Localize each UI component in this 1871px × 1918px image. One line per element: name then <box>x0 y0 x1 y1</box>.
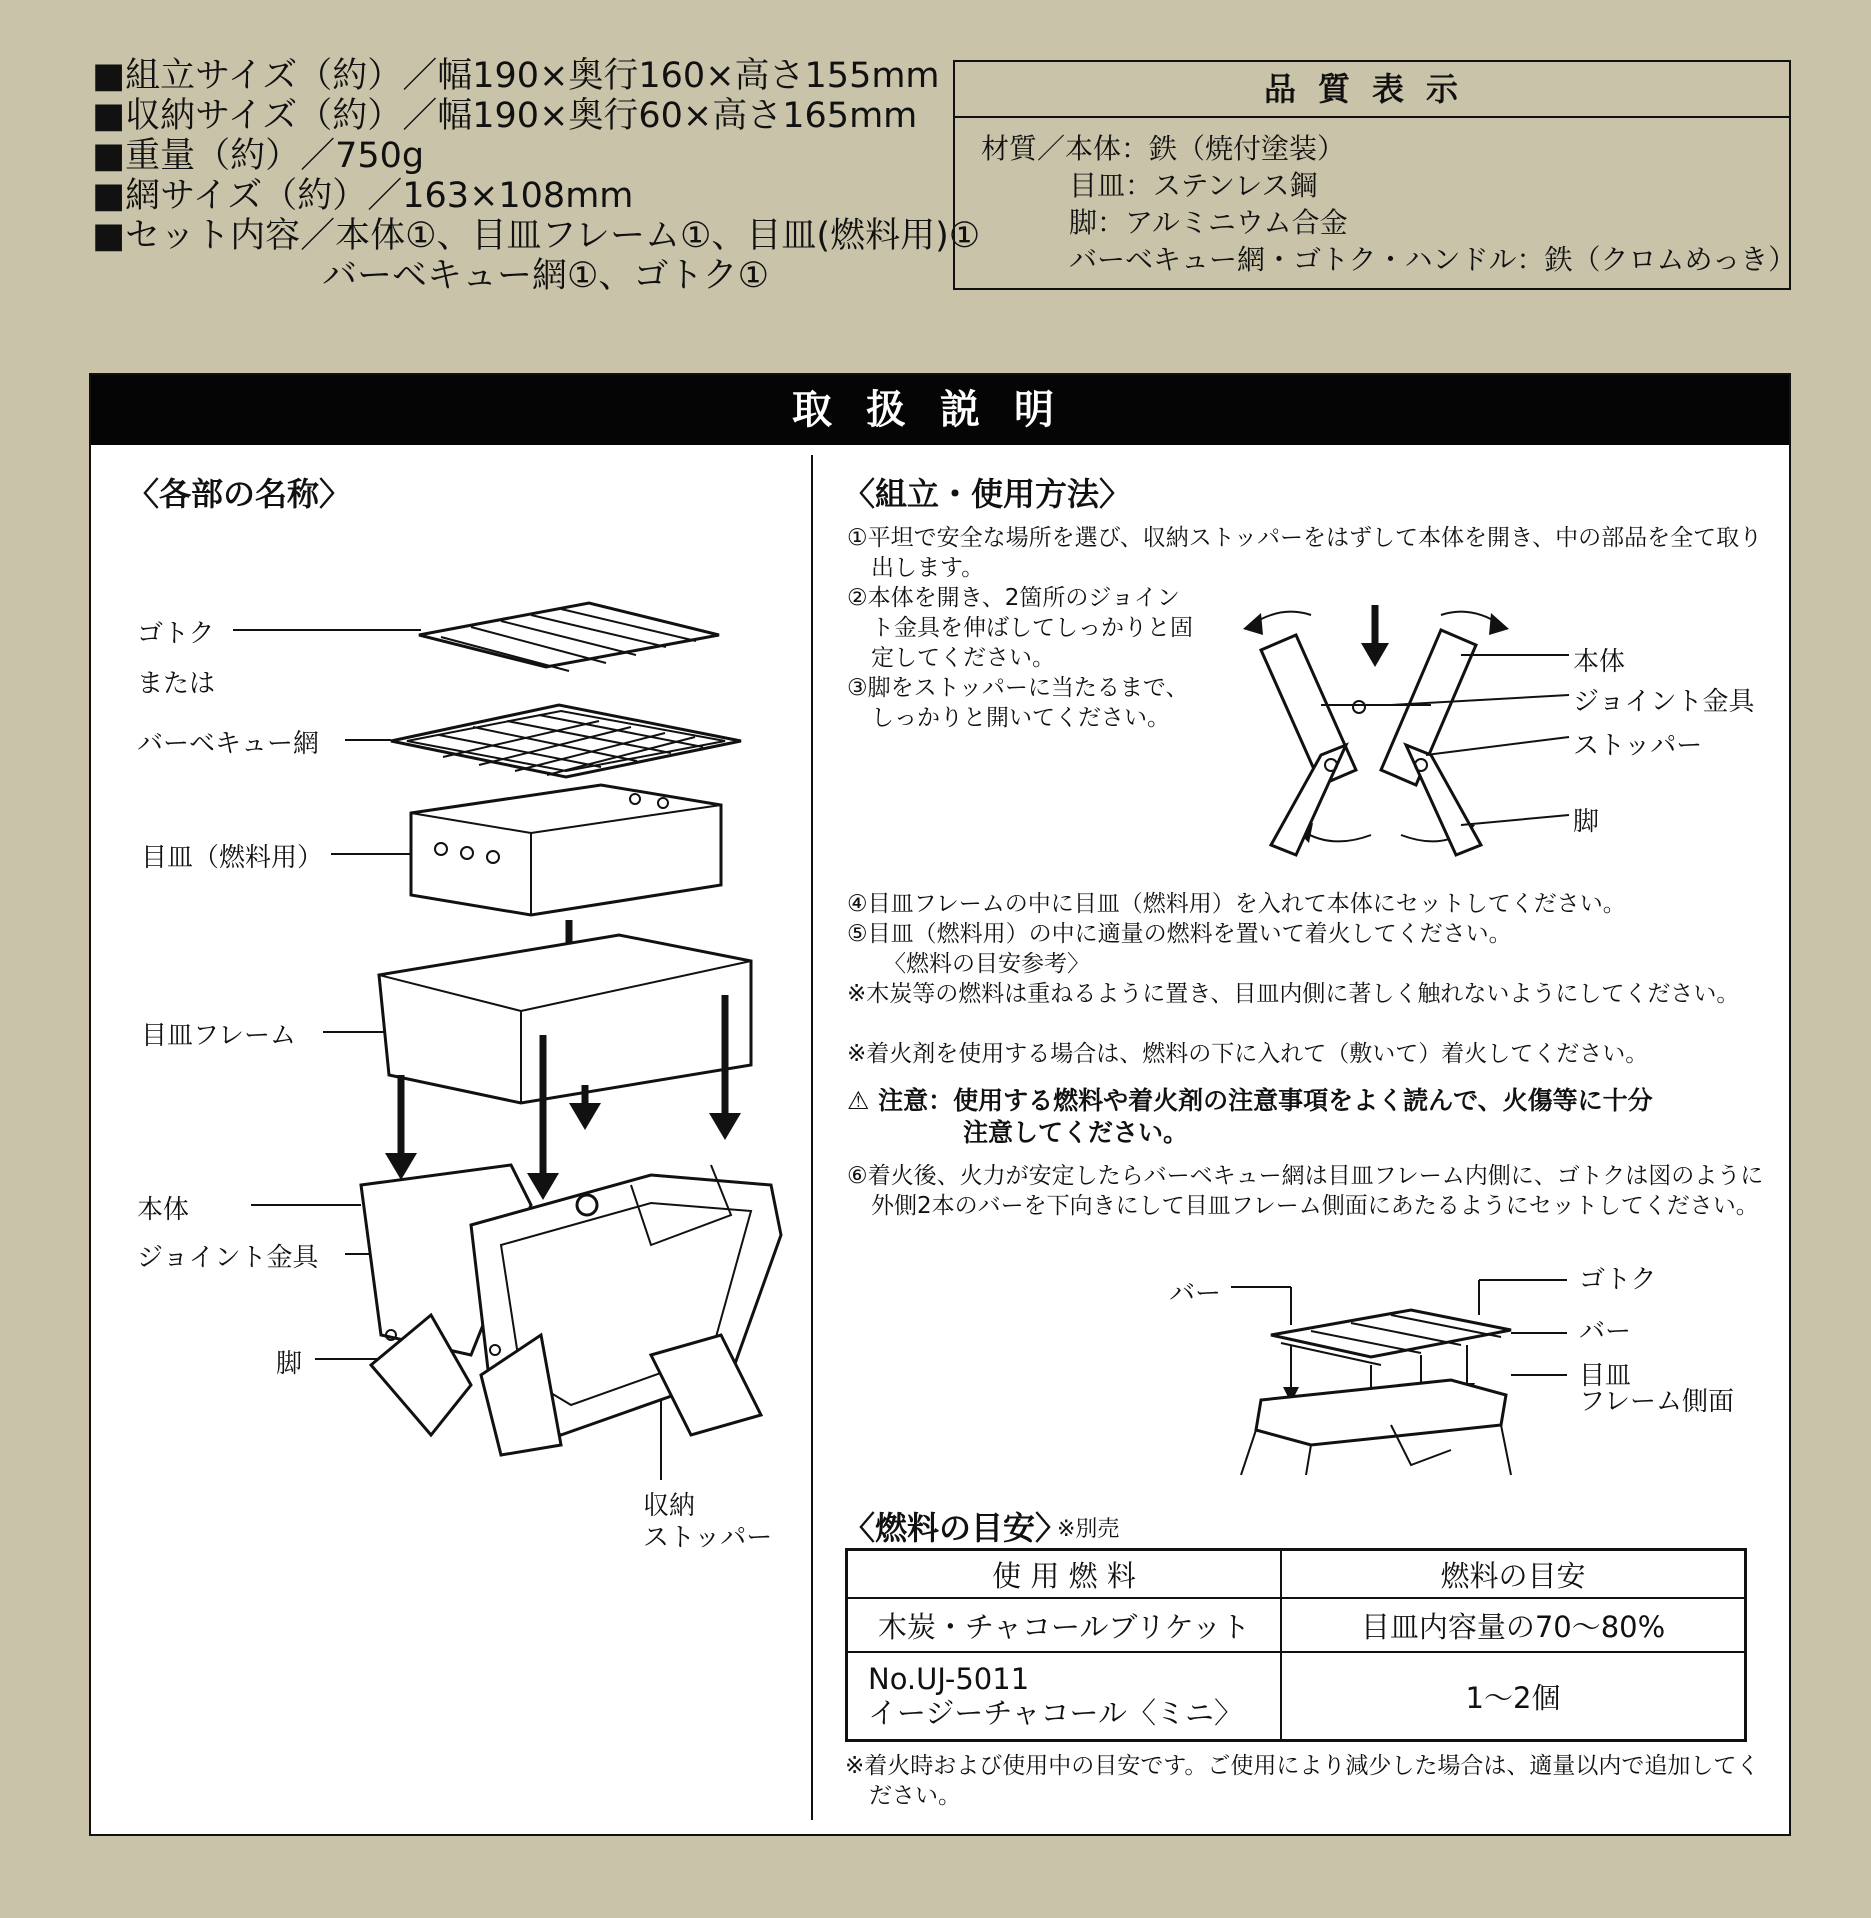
opening-diagram <box>1231 575 1571 865</box>
fuel-model-number: No.UJ-5011 <box>868 1662 1030 1696</box>
material-net: バーベキュー網・ゴトク・ハンドル：鉄（クロムめっき） <box>1069 243 1797 276</box>
fig1-label-stopper: ストッパー <box>1573 731 1703 761</box>
fig2-label-frame-1: 目皿 <box>1579 1361 1632 1391</box>
table-row <box>847 1652 1746 1741</box>
step-3-line-1: ③脚をストッパーに当たるまで、 <box>847 675 1189 701</box>
assembly-title: 〈組立・使用方法〉 <box>843 475 1132 513</box>
amount-cell-charcoal: 目皿内容量の70〜80% <box>1281 1598 1746 1652</box>
gotoku-setting-diagram <box>1211 1265 1579 1475</box>
parts-title: 〈各部の名称〉 <box>127 475 352 513</box>
fig2-label-bar-left: バー <box>1169 1279 1222 1309</box>
step-6: ⑥着火後、火力が安定したらバーベキュー網は目皿フレーム内側に、ゴトクは図のように外側2本のバーを下向きにして目皿フレーム側面にあたるようにセットしてください。 <box>847 1163 1764 1219</box>
step-2-line-3: 定してください。 <box>871 645 1055 671</box>
fig2-label-bar-right: バー <box>1579 1317 1632 1347</box>
fig1-label-body: 本体 <box>1573 647 1626 677</box>
spec-set-contents-cont: バーベキュー網①、ゴトク① <box>322 256 770 296</box>
step-5-ref: 〈燃料の目安参考〉 <box>883 951 1090 977</box>
material-pan: 目皿：ステンレス鋼 <box>1069 169 1318 202</box>
step-1: ①平坦で安全な場所を選び、収納ストッパーをはずして本体を開き、中の部品を全て取り出します。 <box>847 525 1763 581</box>
fuel-title: 〈燃料の目安〉 <box>843 1509 1068 1547</box>
material-leg: 脚：アルミニウム合金 <box>1069 206 1348 239</box>
fuel-table-header-row <box>847 1550 1746 1599</box>
step-5: ⑤目皿（燃料用）の中に適量の燃料を置いて着火してください。 <box>847 921 1512 947</box>
instruction-panel <box>89 373 1791 1836</box>
label-or: または <box>137 669 216 699</box>
warning-line-1: ⚠ 注意：使用する燃料や着火剤の注意事項をよく読んで、火傷等に十分 <box>847 1086 1653 1115</box>
spec-net-size: ■網サイズ（約）／163×108mm <box>92 176 634 216</box>
spec-weight: ■重量（約）／750g <box>92 136 425 176</box>
spec-stored-size: ■収納サイズ（約）／幅190×奥行60×高さ165mm <box>92 96 918 136</box>
fuel-table <box>845 1548 1747 1742</box>
fuel-header-fuel: 使 用 燃 料 <box>847 1550 1282 1599</box>
label-leg: 脚 <box>276 1349 303 1379</box>
material-body: 材質／本体：鉄（焼付塗装） <box>981 132 1346 165</box>
fuel-cell-charcoal: 木炭・チャコールブリケット <box>847 1598 1282 1652</box>
fuel-cell-easy-charcoal <box>847 1652 1282 1741</box>
label-fuel-pan: 目皿（燃料用） <box>141 843 324 873</box>
pan-frame <box>379 935 751 1103</box>
fuel-product-name: イージーチャコール〈ミニ〉 <box>868 1696 1243 1730</box>
step-2-line-2: ト金具を伸ばしてしっかりと固 <box>871 615 1193 641</box>
fig2-label-gotoku: ゴトク <box>1579 1265 1657 1295</box>
note-fire-starter: ※着火剤を使用する場合は、燃料の下に入れて（敷いて）着火してください。 <box>847 1041 1649 1067</box>
warning-line-2: 注意してください。 <box>963 1118 1189 1147</box>
label-stopper-1: 収納 <box>643 1491 696 1521</box>
manual-title: 取扱説明 <box>91 375 1789 445</box>
spec-list <box>92 56 981 296</box>
fuel-pan <box>411 785 721 915</box>
fuel-footnote: ※着火時および使用中の目安です。ご使用により減少した場合は、適量以内で追加してください。 <box>845 1753 1760 1809</box>
step-3 <box>847 673 1251 733</box>
spec-set-contents: ■セット内容／本体①、目皿フレーム①、目皿(燃料用)① <box>92 216 981 256</box>
fuel-header-amount: 燃料の目安 <box>1281 1550 1746 1599</box>
step-2 <box>847 583 1251 673</box>
spec-assembled-size: ■組立サイズ（約）／幅190×奥行160×高さ155mm <box>92 56 940 96</box>
amount-cell-easy-charcoal: 1〜2個 <box>1281 1652 1746 1741</box>
label-gotoku: ゴトク <box>137 619 215 649</box>
step-4: ④目皿フレームの中に目皿（燃料用）を入れて本体にセットしてください。 <box>847 891 1626 917</box>
table-row <box>847 1598 1746 1652</box>
grill-body <box>361 1165 781 1455</box>
label-body: 本体 <box>137 1195 190 1225</box>
bbq-net <box>391 705 741 777</box>
step-2-line-1: ②本体を開き、2箇所のジョイン <box>847 585 1180 611</box>
fig1-label-joint: ジョイント金具 <box>1573 687 1755 717</box>
quality-label-box <box>953 60 1797 290</box>
gotoku-grate <box>419 603 719 671</box>
step-3-line-2: しっかりと開いてください。 <box>871 705 1170 731</box>
label-bbq-net: バーベキュー網 <box>137 729 320 759</box>
label-stopper-2: ストッパー <box>643 1523 773 1553</box>
label-joint: ジョイント金具 <box>137 1243 319 1273</box>
fig2-label-frame-2: フレーム側面 <box>1579 1387 1734 1417</box>
note-charcoal: ※木炭等の燃料は重ねるように置き、目皿内側に著しく触れないようにしてください。 <box>847 981 1740 1007</box>
label-pan-frame: 目皿フレーム <box>141 1021 296 1051</box>
fig1-label-leg: 脚 <box>1573 807 1600 837</box>
fuel-sold-separately: ※別売 <box>1057 1517 1120 1542</box>
quality-title: 品質表示 <box>955 62 1789 118</box>
parts-exploded-diagram <box>91 375 811 1838</box>
column-divider <box>811 455 813 1820</box>
